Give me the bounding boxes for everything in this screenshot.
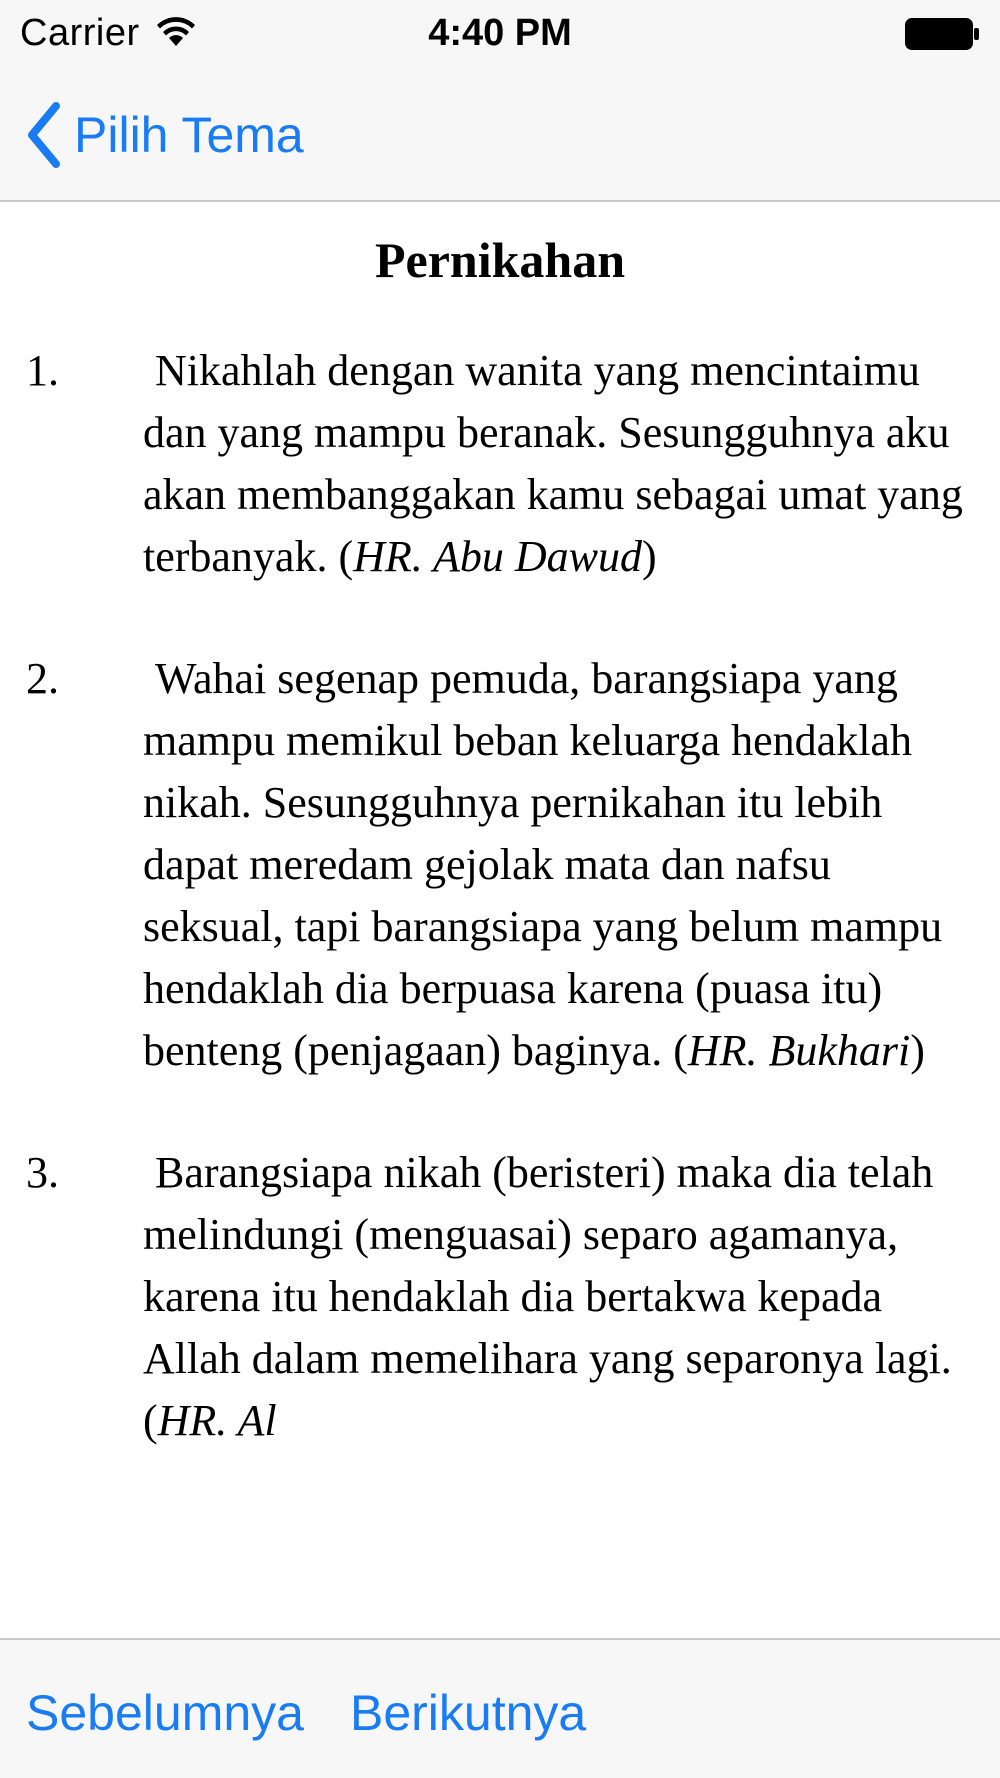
list-item xyxy=(0,1142,1000,1452)
navigation-bar xyxy=(0,68,1000,202)
previous-button[interactable]: Sebelumnya xyxy=(26,1685,304,1741)
hadith-list xyxy=(0,340,1000,1452)
hadith-close: ) xyxy=(641,532,657,581)
hadith-close: ) xyxy=(910,1026,925,1075)
item-text xyxy=(143,340,980,588)
item-text xyxy=(143,1142,980,1452)
content-scroll-view[interactable] xyxy=(0,202,1000,1638)
list-item xyxy=(0,648,1000,1082)
item-text xyxy=(143,648,980,1082)
status-time: 4:40 PM xyxy=(428,12,572,54)
item-number: 2. xyxy=(26,654,59,703)
list-item xyxy=(0,340,1000,588)
status-bar xyxy=(0,0,1000,68)
item-number: 1. xyxy=(26,346,59,395)
carrier-label: Carrier xyxy=(20,12,140,54)
chevron-left-icon xyxy=(22,100,64,170)
item-number: 3. xyxy=(26,1148,59,1197)
back-button[interactable] xyxy=(22,98,304,172)
hadith-source: HR. Bukhari xyxy=(687,1026,911,1075)
hadith-source: HR. Al xyxy=(157,1396,277,1445)
hadith-body: Nikahlah dengan wanita yang mencintaimu dan yang mampu beranak. Sesungguhnya aku akan membanggakan kamu sebagai umat yang terbanyak. ( xyxy=(143,346,963,581)
next-button[interactable]: Berikutnya xyxy=(350,1685,587,1741)
back-button-label: Pilih Tema xyxy=(74,107,304,163)
hadith-source: HR. Abu Dawud xyxy=(353,532,642,581)
bottom-toolbar xyxy=(0,1638,1000,1778)
hadith-body: Wahai segenap pemuda, barangsiapa yang mampu memikul beban keluarga hendaklah nikah. Sesungguhnya pernikahan itu lebih dapat meredam gejolak mata dan nafsu seksual, tapi barangsiapa yang belum mampu hendaklah dia berpuasa karena (puasa itu) benteng (penjagaan) baginya. ( xyxy=(143,654,943,1075)
page-title: Pernikahan xyxy=(374,232,626,288)
hadith-body: Barangsiapa nikah (beristeri) maka dia telah melindungi (menguasai) separo agamanya, karena itu hendaklah dia bertakwa kepada Allah dalam memelihara yang separonya lagi. ( xyxy=(143,1148,952,1445)
battery-icon xyxy=(905,18,981,50)
